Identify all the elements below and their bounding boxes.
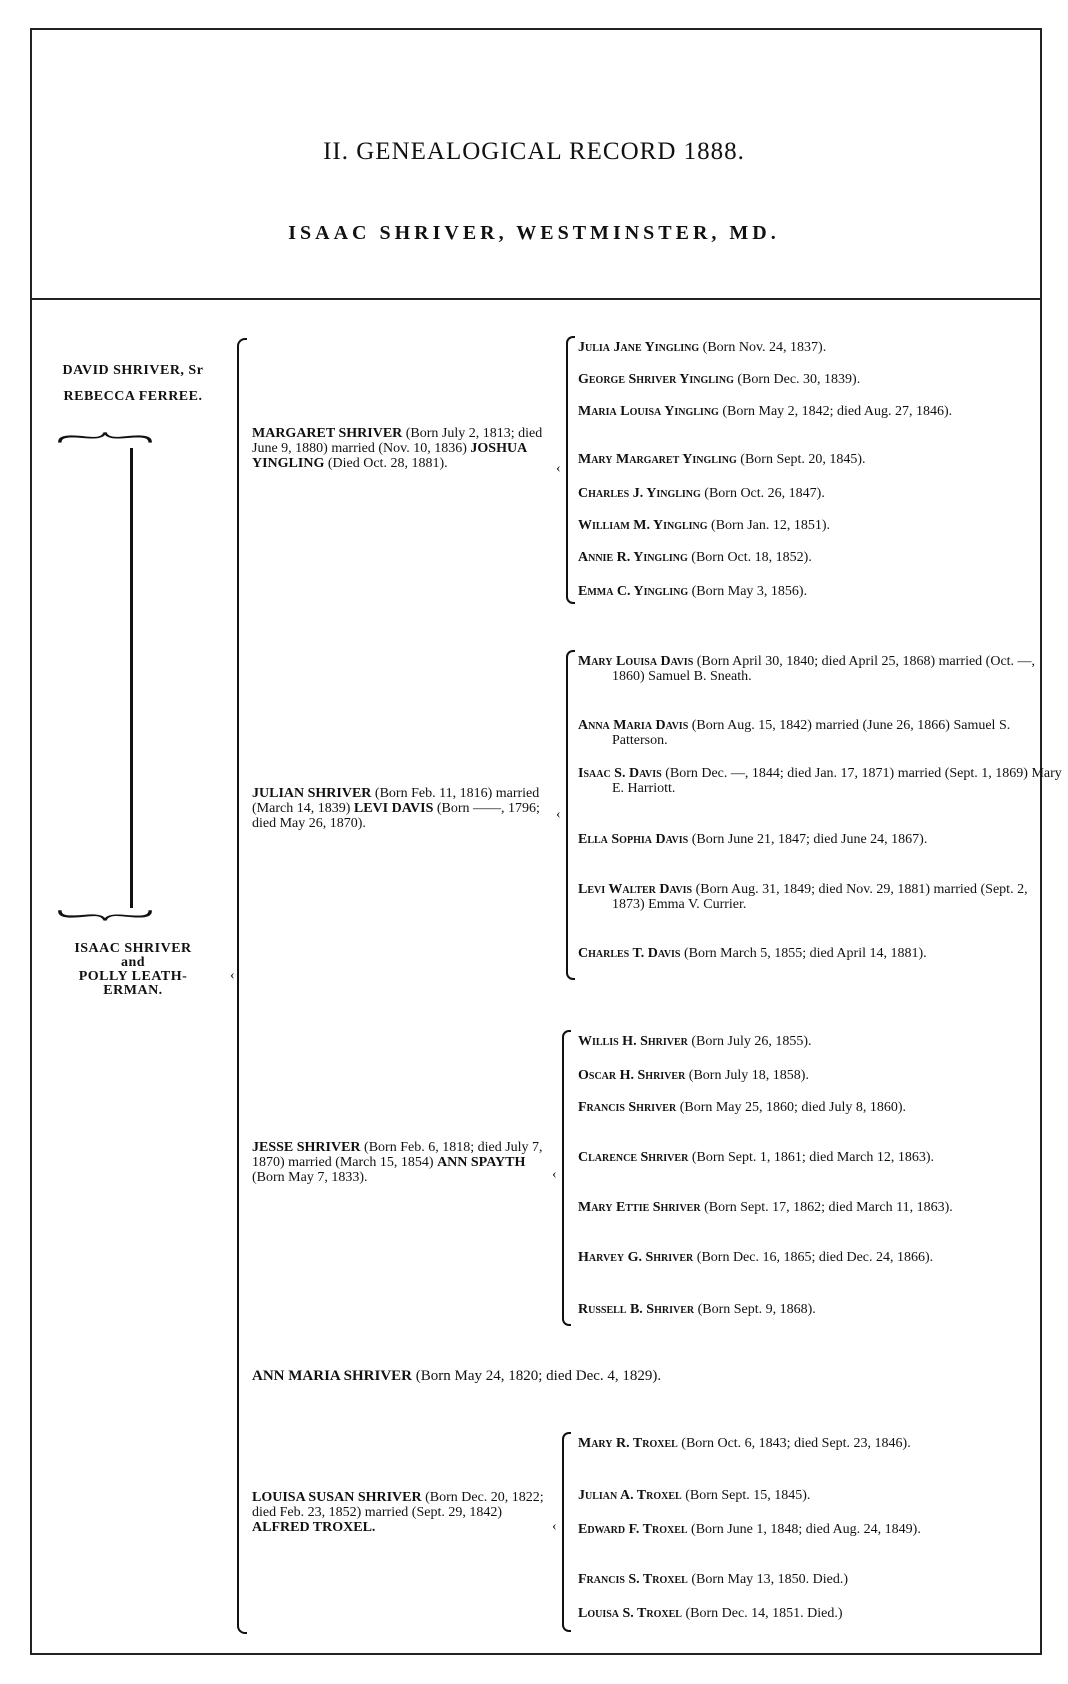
child-spouse-details: (Born ——, 1796; died May 26, 1870). [252, 801, 540, 831]
ancestor-top-line1: DAVID SHRIVER, Sr [62, 363, 204, 378]
child-spouse: ANN SPAYTH [437, 1155, 526, 1170]
child-jesse [252, 1140, 557, 1185]
grandchild: Julia Jane Yingling (Born Nov. 24, 1837). [578, 340, 827, 355]
grandchildren-bracket [562, 1030, 571, 1326]
grandchild: Mary Louisa Davis (Born April 30, 1840; died April 25, 1868) married (Oct. —, 1860) Samuel B. Sneath. [578, 654, 1036, 684]
ancestor-top [28, 362, 238, 406]
ancestor-bottom [28, 942, 238, 998]
child-details: (Born Dec. 20, 1822; died Feb. 23, 1852) married (Sept. 29, 1842) [252, 1490, 544, 1520]
child-spouse: ALFRED TROXEL. [252, 1520, 376, 1535]
grandchild: William M. Yingling (Born Jan. 12, 1851). [578, 518, 831, 533]
child-spouse-details: (Born May 7, 1833). [252, 1170, 368, 1185]
grandchild: Louisa S. Troxel (Born Dec. 14, 1851. Died.) [578, 1606, 843, 1621]
grandchildren-bracket-tick: ‹ [556, 461, 561, 476]
grandchildren-bracket-tick: ‹ [556, 807, 561, 822]
grandchild: Oscar H. Shriver (Born July 18, 1858). [578, 1068, 809, 1083]
grandchild: Levi Walter Davis (Born Aug. 31, 1849; died Nov. 29, 1881) married (Sept. 2, 1873) Emma V. Currier. [578, 882, 1028, 912]
child-name: JESSE SHRIVER [252, 1140, 361, 1155]
grandchildren-bracket [566, 336, 575, 604]
child-ann-maria [252, 1368, 661, 1385]
grandchild: Anna Maria Davis (Born Aug. 15, 1842) married (June 26, 1866) Samuel S. Patterson. [578, 718, 1011, 748]
grandchild: Mary Ettie Shriver (Born Sept. 17, 1862; died March 11, 1863). [578, 1200, 953, 1215]
grandchild: Charles T. Davis (Born March 5, 1855; died April 14, 1881). [578, 946, 927, 961]
child-name: ANN MARIA SHRIVER [252, 1368, 413, 1384]
grandchild: Harvey G. Shriver (Born Dec. 16, 1865; died Dec. 24, 1866). [578, 1250, 934, 1265]
child-details: (Born July 2, 1813; died June 9, 1880) married (Nov. 10, 1836) [252, 426, 543, 456]
child-name: LOUISA SUSAN SHRIVER [252, 1490, 422, 1505]
grandchild: Mary Margaret Yingling (Born Sept. 20, 1845). [578, 452, 866, 467]
main-bracket-tick: ‹ [230, 968, 235, 983]
page-title: II. GENEALOGICAL RECORD 1888. [323, 138, 745, 165]
child-spouse: JOSHUA YINGLING [252, 441, 527, 471]
grandchild: Isaac S. Davis (Born Dec. —, 1844; died Jan. 17, 1871) married (Sept. 1, 1869) Mary E. Harriott. [578, 766, 1062, 796]
grandchildren-bracket-tick: ‹ [552, 1167, 557, 1182]
grandchild: Emma C. Yingling (Born May 3, 1856). [578, 584, 808, 599]
child-spouse: LEVI DAVIS [353, 801, 434, 816]
child-julian [252, 786, 557, 831]
grandchild: Charles J. Yingling (Born Oct. 26, 1847). [578, 486, 825, 501]
child-details: (Born Feb. 6, 1818; died July 7, 1870) married (March 15, 1854) [252, 1140, 543, 1170]
child-spouse-details: (Died Oct. 28, 1881). [327, 456, 448, 471]
grandchild: George Shriver Yingling (Born Dec. 30, 1839). [578, 372, 861, 387]
header-divider [30, 298, 1042, 300]
page-subtitle: ISAAC SHRIVER, WESTMINSTER, MD. [288, 222, 780, 244]
grandchildren-bracket-tick: ‹ [552, 1519, 557, 1534]
ancestor-bottom-line1: ISAAC SHRIVER [74, 941, 192, 956]
ancestor-top-line2: REBECCA FERREE. [63, 389, 203, 404]
grandchild: Willis H. Shriver (Born July 26, 1855). [578, 1034, 812, 1049]
grandchildren-bracket [566, 650, 575, 980]
grandchild: Ella Sophia Davis (Born June 21, 1847; died June 24, 1867). [578, 832, 928, 847]
child-margaret [252, 426, 557, 471]
ancestor-bottom-line4: ERMAN. [103, 983, 163, 998]
grandchild: Francis Shriver (Born May 25, 1860; died July 8, 1860). [578, 1100, 907, 1115]
child-details: (Born May 24, 1820; died Dec. 4, 1829). [415, 1368, 662, 1384]
grandchild: Clarence Shriver (Born Sept. 1, 1861; died March 12, 1863). [578, 1150, 935, 1165]
grandchild: Annie R. Yingling (Born Oct. 18, 1852). [578, 550, 812, 565]
grandchild: Francis S. Troxel (Born May 13, 1850. Died.) [578, 1572, 849, 1587]
child-details: (Born Feb. 11, 1816) married (March 14, 1839) [252, 786, 540, 816]
ancestor-connector-line [130, 448, 133, 908]
grandchild: Julian A. Troxel (Born Sept. 15, 1845). [578, 1488, 811, 1503]
ancestor-bottom-line3: POLLY LEATH- [78, 969, 188, 984]
child-name: MARGARET SHRIVER [252, 426, 403, 441]
grandchild: Maria Louisa Yingling (Born May 2, 1842; died Aug. 27, 1846). [578, 404, 953, 419]
brace-bottom: ︷ [57, 907, 153, 940]
child-louisa-susan [252, 1490, 557, 1535]
ancestor-bottom-line2: and [120, 955, 146, 970]
grandchildren-bracket [562, 1432, 571, 1632]
child-name: JULIAN SHRIVER [252, 786, 372, 801]
brace-top: ︸ [57, 409, 153, 442]
grandchild: Edward F. Troxel (Born June 1, 1848; died Aug. 24, 1849). [578, 1522, 921, 1537]
grandchild: Mary R. Troxel (Born Oct. 6, 1843; died Sept. 23, 1846). [578, 1436, 911, 1451]
main-bracket [237, 338, 247, 1634]
grandchild: Russell B. Shriver (Born Sept. 9, 1868). [578, 1302, 816, 1317]
